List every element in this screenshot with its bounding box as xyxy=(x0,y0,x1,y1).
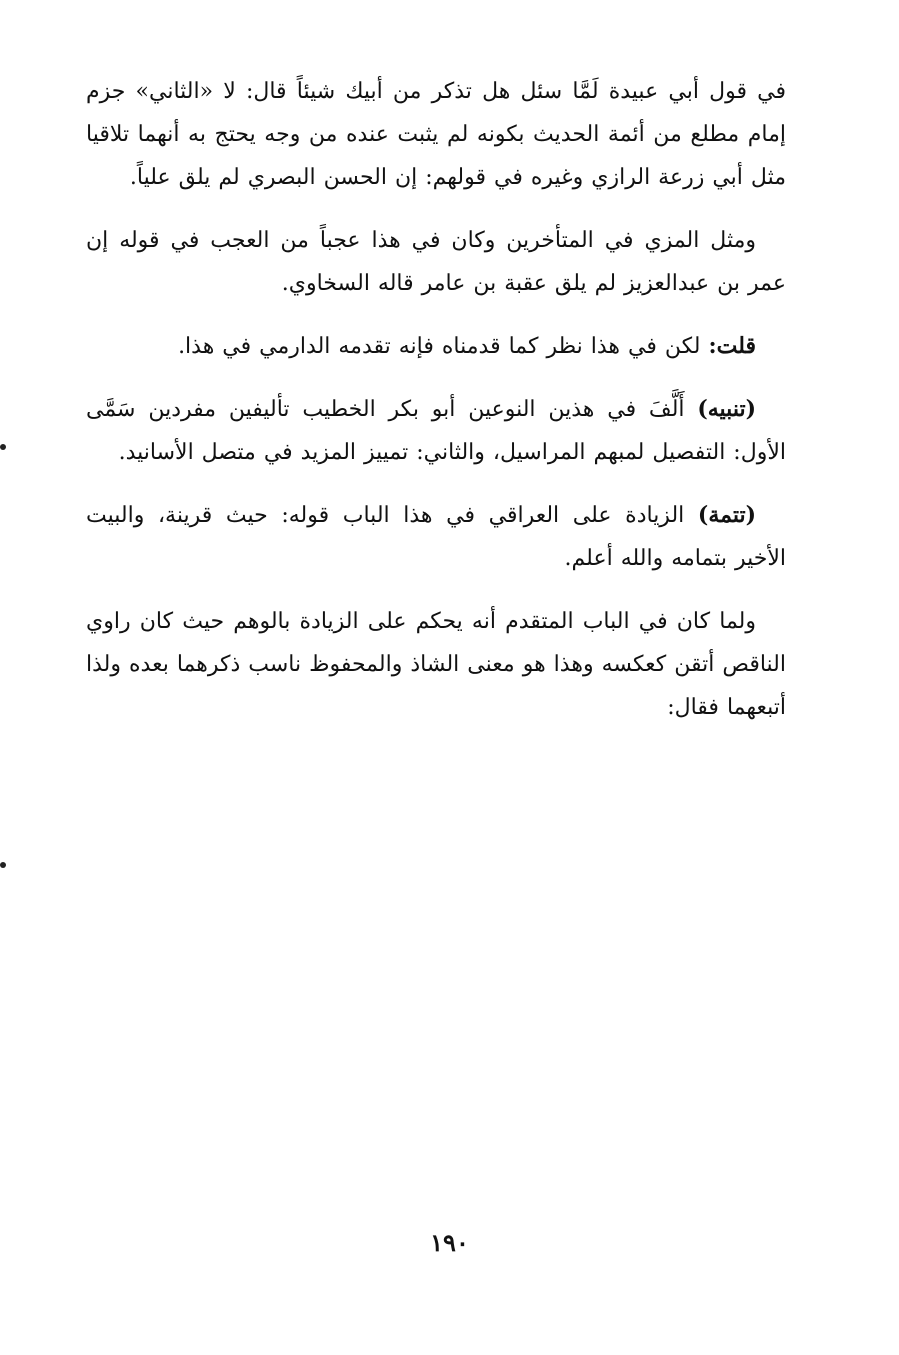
scan-mark-dot xyxy=(0,444,6,450)
paragraph-6 xyxy=(86,600,786,729)
paragraph-5-lead: (تتمة) xyxy=(697,502,756,528)
paragraph-1-text: في قول أبي عبيدة لَمَّا سئل هل تذكر من أبيك شيئاً قال: لا «الثاني» جزم إمام مطلع من أئمة الحديث بكونه لم يثبت عنده من وجه يحتج به أنهما تلاقيا مثل أبي زرعة الرازي وغيره في قولهم: إن الحسن البصري لم يلق علياً. xyxy=(86,79,786,190)
paragraph-5-text: الزيادة على العراقي في هذا الباب قوله: حيث قرينة، والبيت الأخير بتمامه والله أعلم. xyxy=(86,503,786,571)
paragraph-2 xyxy=(86,219,786,305)
paragraph-3-text: لكن في هذا نظر كما قدمناه فإنه تقدمه الدارمي في هذا. xyxy=(178,334,709,359)
paragraph-1 xyxy=(86,70,786,199)
paragraph-5 xyxy=(86,494,786,580)
paragraph-3 xyxy=(86,325,786,368)
paragraph-3-lead: قلت: xyxy=(708,333,756,359)
paragraph-4-text: أَلَّفَ في هذين النوعين أبو بكر الخطيب تأليفين مفردين سَمَّى الأول: التفصيل لمبهم المراسيل، والثاني: تمييز المزيد في متصل الأسانيد. xyxy=(86,397,786,465)
page-number: ١٩٠ xyxy=(430,1228,469,1257)
scan-mark-dot xyxy=(0,862,6,868)
paragraph-4 xyxy=(86,388,786,474)
paragraph-6-text: ولما كان في الباب المتقدم أنه يحكم على الزيادة بالوهم حيث كان راوي الناقص أتقن كعكسه وهذا هو معنى الشاذ والمحفوظ ناسب ذكرهما بعده ولذا أتبعهما فقال: xyxy=(86,609,786,720)
paragraph-4-lead: (تنبيه) xyxy=(697,396,756,422)
paragraph-2-text: ومثل المزي في المتأخرين وكان في هذا عجباً من العجب في قوله إن عمر بن عبدالعزيز لم يلق عقبة بن عامر قاله السخاوي. xyxy=(86,228,786,296)
body-text xyxy=(86,70,786,749)
